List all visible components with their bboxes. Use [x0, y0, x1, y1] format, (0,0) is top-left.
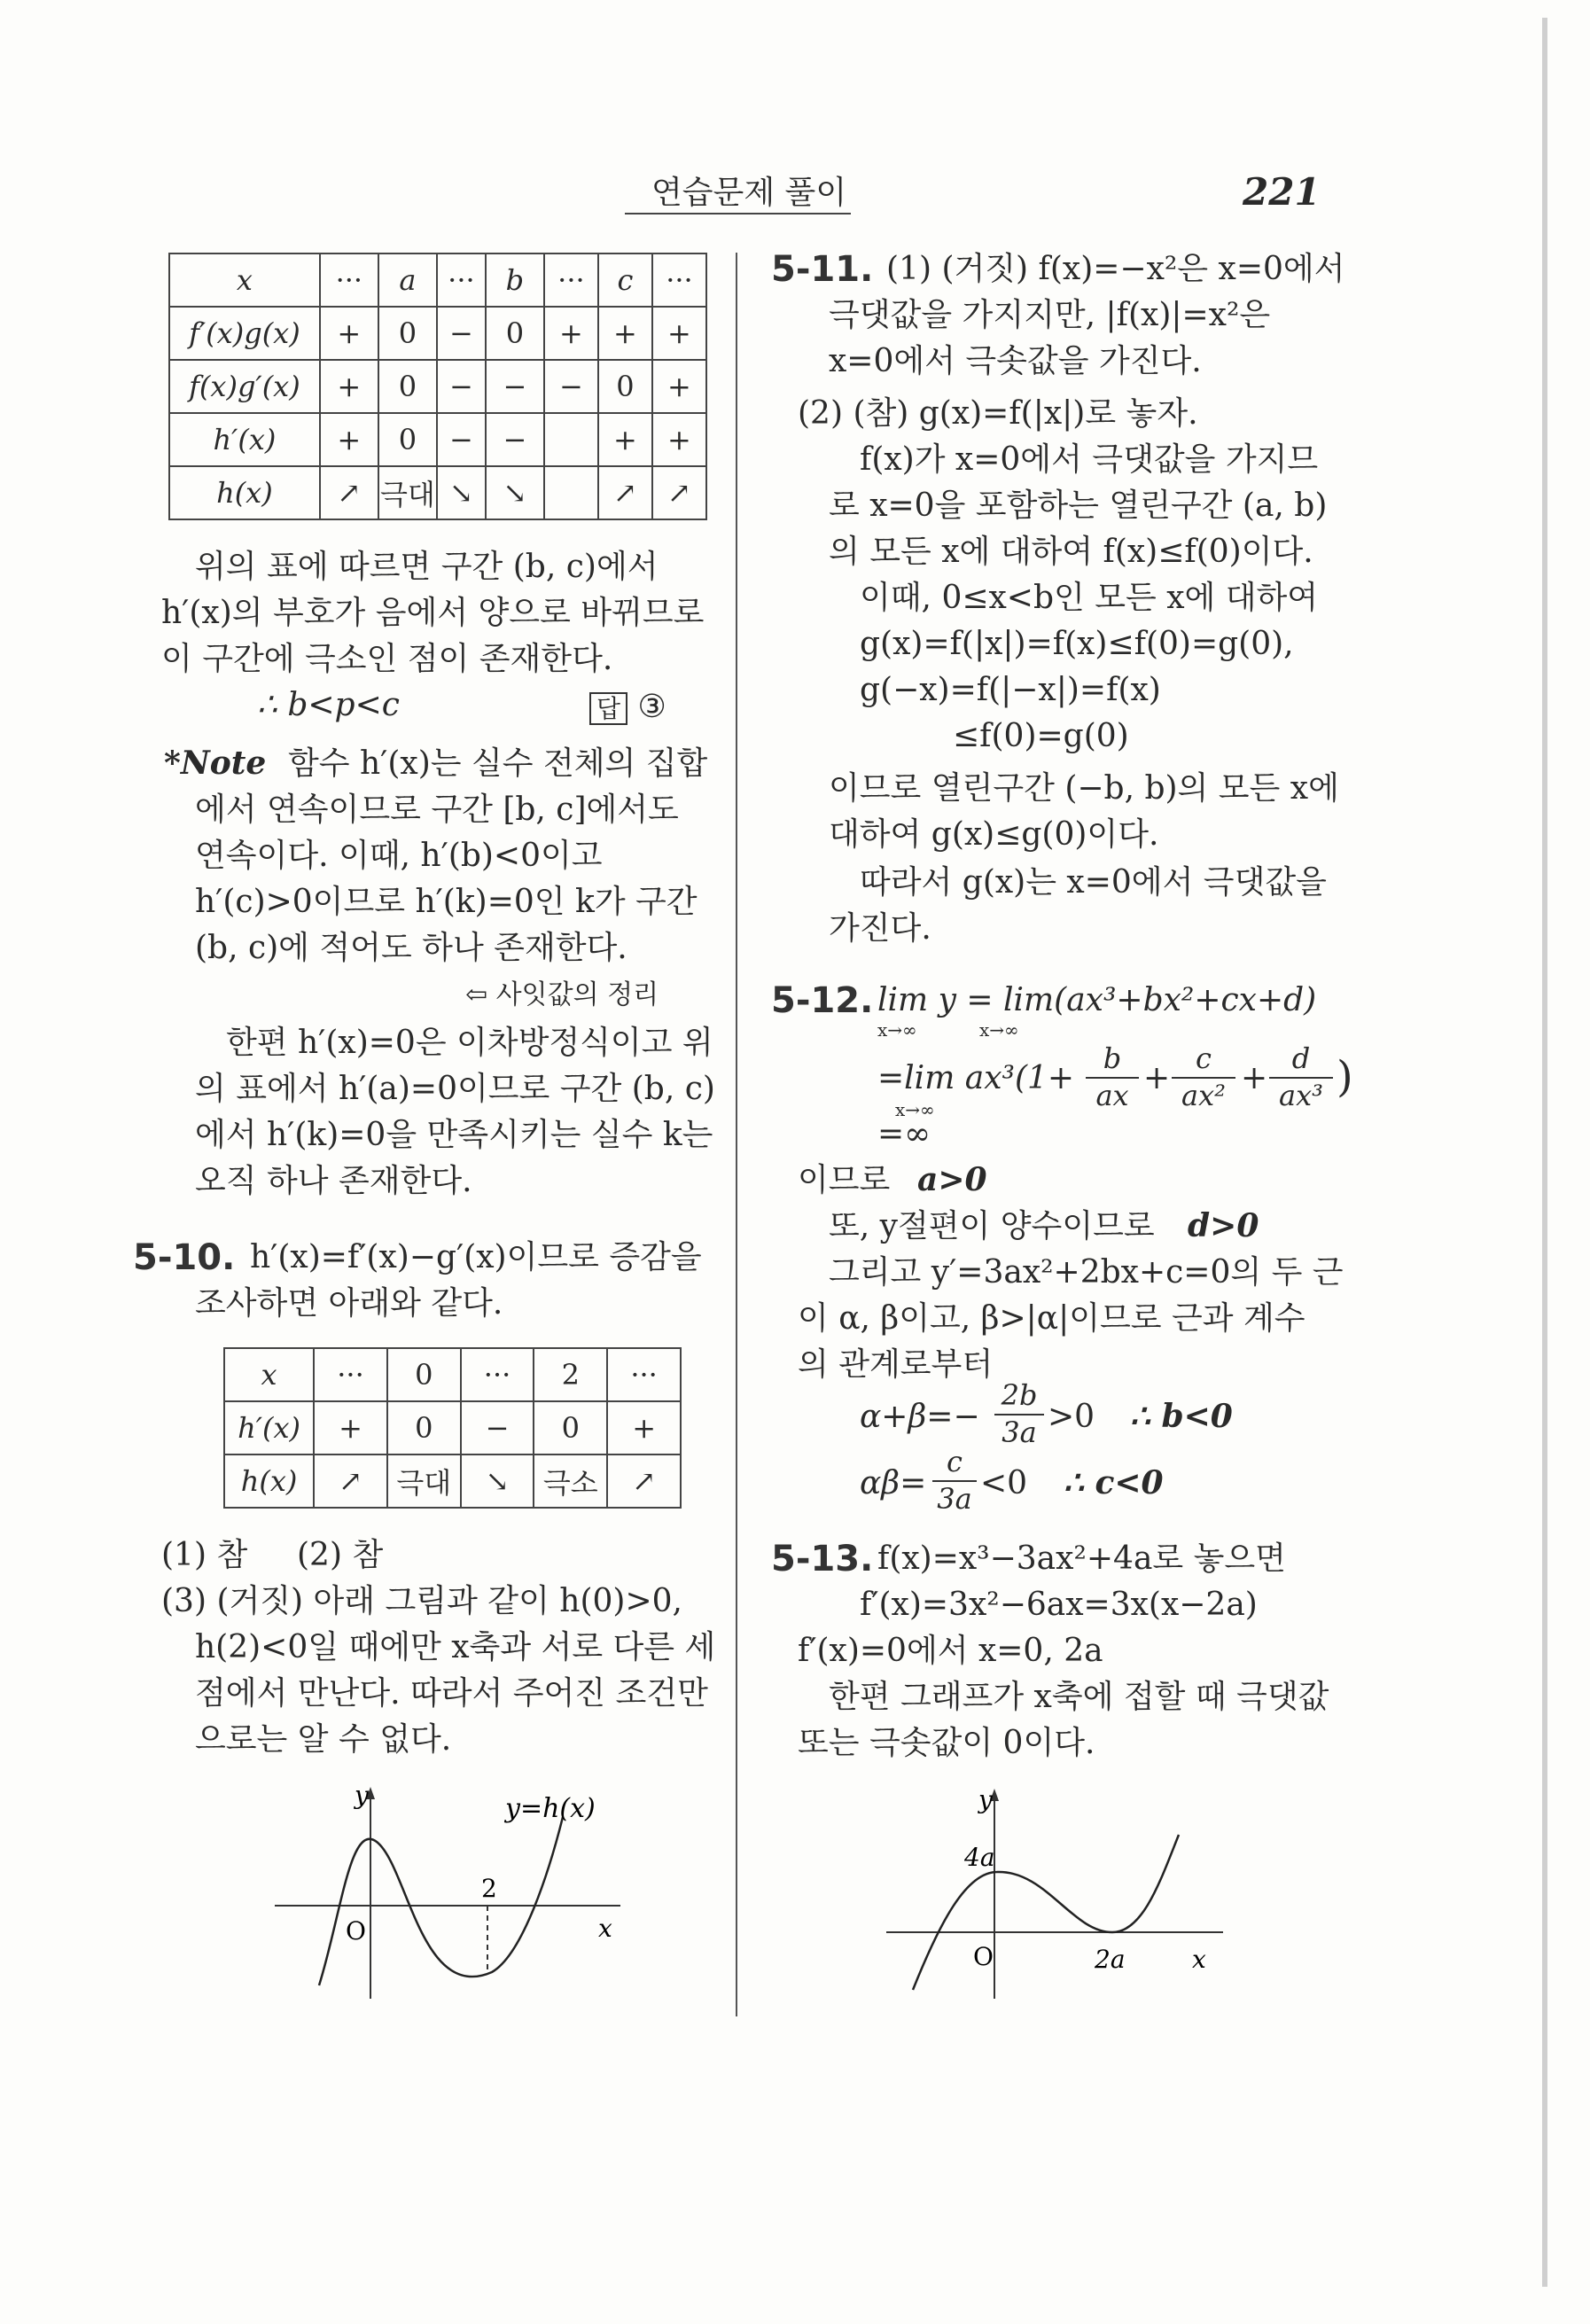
table1-cell: +: [652, 360, 706, 413]
middle-line-1: 한편 h′(x)=0은 이차방정식이고 위: [226, 1025, 713, 1061]
curve-h: [319, 1817, 563, 1985]
problem-5-11-number: 5-11.: [771, 249, 874, 290]
p511-line-11: ≤f(0)=g(0): [953, 718, 1129, 754]
p512-line-4a: 이므로: [798, 1162, 891, 1198]
p511-line-7: 의 모든 x에 대하여 f(x)≤f(0)이다.: [829, 534, 1313, 570]
sum-frac-den: 3a: [1002, 1415, 1037, 1449]
p510-answer-1: (1) 참: [161, 1537, 248, 1573]
problem-5-12-number: 5-12.: [771, 980, 874, 1021]
middle-line-2: 의 표에서 h′(a)=0이므로 구간 (b, c): [195, 1071, 715, 1107]
table2-cell: ↘: [461, 1454, 534, 1508]
table1-cell: +: [598, 413, 652, 466]
table2-cell: 극대: [387, 1454, 461, 1508]
table2-row-label: h′(x): [224, 1401, 314, 1454]
p511-line-4: (2) (참) g(x)=f(|x|)로 놓자.: [798, 395, 1198, 432]
table1-cell: −: [437, 413, 486, 466]
p512-line-1: lim y = lim(ax³+bx²+cx+d): [877, 982, 1317, 1018]
table2-row-label: x: [224, 1348, 314, 1401]
left-text-1: 위의 표에 따르면 구간 (b, c)에서: [195, 549, 659, 585]
p510-answer-3: (3) (거짓) 아래 그림과 같이 h(0)>0,: [161, 1583, 682, 1619]
table2-row: [224, 1348, 681, 1401]
table2-cell: +: [314, 1401, 387, 1454]
table2-cell: 0: [387, 1348, 461, 1401]
p512-line-8: 의 관계로부터: [798, 1346, 994, 1383]
table1-cell: [544, 466, 598, 519]
sign-table-2: [223, 1347, 682, 1509]
close-paren: ): [1337, 1052, 1353, 1102]
table1-row-label: f(x)g′(x): [169, 360, 320, 413]
table1-cell: −: [437, 307, 486, 360]
table2-row: [224, 1401, 681, 1454]
x-label: x: [598, 1914, 612, 1943]
p511-line-6: 로 x=0을 포함하는 열린구간 (a, b): [829, 487, 1328, 524]
p513-line-1: f(x)=x³−3ax²+4a로 놓으면: [877, 1540, 1286, 1577]
problem-5-13-number: 5-13.: [771, 1539, 874, 1579]
expansion-lead: =lim ax³(1+: [877, 1060, 1075, 1096]
frac2-den: ax²: [1181, 1079, 1226, 1112]
graph-h: [266, 1782, 638, 2003]
table1-row: [169, 307, 706, 360]
answer-box: 답: [589, 692, 627, 725]
p512-line-3: =∞: [877, 1116, 931, 1152]
p510-answer-4: h(2)<0일 때에만 x축과 서로 다른 세: [195, 1629, 716, 1665]
p513-line-3: f′(x)=0에서 x=0, 2a: [798, 1633, 1103, 1669]
table2-cell: 극소: [534, 1454, 607, 1508]
p510-answer-5: 점에서 만난다. 따라서 주어진 조건만: [195, 1675, 708, 1712]
p510-line-1: h′(x)=f′(x)−g′(x)이므로 증감을: [250, 1239, 702, 1275]
p511-line-15: 가진다.: [829, 910, 931, 947]
table2-cell: ···: [607, 1348, 681, 1401]
table1-cell: +: [320, 307, 378, 360]
answer-value: ③: [637, 689, 666, 725]
page-edge-shadow: [1542, 18, 1547, 2287]
p510-answer-6: 으로는 알 수 없다.: [195, 1721, 452, 1758]
table1-cell: ···: [544, 253, 598, 307]
title-underline: [625, 213, 851, 214]
p511-line-9: g(x)=f(|x|)=f(x)≤f(0)=g(0),: [860, 626, 1294, 662]
table1-cell: +: [598, 307, 652, 360]
x-tick-2a: 2a: [1095, 1945, 1126, 1974]
table1-cell: ↗: [652, 466, 706, 519]
table2-cell: ···: [461, 1348, 534, 1401]
table2-cell: −: [461, 1401, 534, 1454]
table2-cell: +: [607, 1401, 681, 1454]
p511-line-3: x=0에서 극솟값을 가진다.: [829, 343, 1202, 379]
lim-sub-2: x→∞: [979, 1019, 1019, 1041]
p512-line-5a: 또, y절편이 양수이므로: [829, 1208, 1155, 1244]
note-label: *Note: [164, 745, 267, 782]
y-tick-4a: 4a: [964, 1843, 995, 1872]
frac1-den: ax: [1095, 1079, 1129, 1112]
frac1-num: b: [1103, 1041, 1122, 1075]
note-line-1: 함수 h′(x)는 실수 전체의 집합: [288, 745, 708, 782]
p513-line-2: f′(x)=3x²−6ax=3x(x−2a): [860, 1587, 1258, 1623]
table1-row-label: h′(x): [169, 413, 320, 466]
p510-line-2: 조사하면 아래와 같다.: [195, 1285, 503, 1322]
problem-5-10-number: 5-10.: [133, 1237, 236, 1278]
lim-sub-1: x→∞: [877, 1019, 917, 1041]
table2-cell: ↗: [607, 1454, 681, 1508]
table1-cell: 0: [378, 307, 437, 360]
y-label: y: [978, 1785, 993, 1814]
table2-cell: ···: [314, 1348, 387, 1401]
table1-row: [169, 253, 706, 307]
table1-cell: +: [320, 360, 378, 413]
table1-cell: b: [486, 253, 544, 307]
table1-cell: −: [437, 360, 486, 413]
prod-lead: αβ=: [860, 1465, 927, 1501]
plus-2: +: [1241, 1060, 1268, 1096]
answer-mark: [589, 688, 666, 726]
sum-conclusion: ∴ b<0: [1130, 1398, 1233, 1435]
p511-line-8: 이때, 0≤x<b인 모든 x에 대하여: [860, 580, 1319, 616]
note-line-2: 에서 연속이므로 구간 [b, c]에서도: [195, 792, 679, 828]
p512-line-4b: a>0: [917, 1161, 987, 1198]
conclusion: ∴ b<p<c: [257, 687, 400, 723]
p510-answer-2: (2) 참: [297, 1537, 384, 1573]
note-reference: ⇦ 사잇값의 정리: [465, 979, 659, 1010]
table2-row: [224, 1454, 681, 1508]
p511-line-12: 이므로 열린구간 (−b, b)의 모든 x에: [829, 770, 1339, 807]
tick-2: 2: [481, 1874, 497, 1903]
table1-cell: +: [652, 307, 706, 360]
p512-sum-relation: [860, 1378, 1303, 1449]
left-text-2: h′(x)의 부호가 음에서 양으로 바뀌므로: [161, 595, 705, 631]
left-text-3: 이 구간에 극소인 점이 존재한다.: [161, 641, 613, 677]
middle-line-4: 오직 하나 존재한다.: [195, 1163, 472, 1199]
frac2-num: c: [1196, 1041, 1212, 1075]
table2-cell: 0: [387, 1401, 461, 1454]
sum-ineq: >0: [1048, 1399, 1095, 1435]
prod-ineq: <0: [980, 1465, 1028, 1501]
table2-cell: 0: [534, 1401, 607, 1454]
p512-line-7: 이 α, β이고, β>|α|이므로 근과 계수: [798, 1300, 1306, 1337]
p512-line-5b: d>0: [1188, 1207, 1259, 1244]
p511-line-2: 극댓값을 가지지만, |f(x)|=x²은: [829, 297, 1271, 333]
table1-cell: ↘: [486, 466, 544, 519]
table1-cell: −: [486, 360, 544, 413]
sum-lead: α+β=−: [860, 1399, 980, 1435]
table1-cell: ↗: [598, 466, 652, 519]
plus-1: +: [1143, 1060, 1171, 1096]
table1-cell: ···: [652, 253, 706, 307]
sum-frac-num: 2b: [1001, 1378, 1038, 1412]
table1-cell: 극대: [378, 466, 437, 519]
table1-row: [169, 413, 706, 466]
table1-cell: ···: [320, 253, 378, 307]
table1-cell: ↗: [320, 466, 378, 519]
table2-cell: 2: [534, 1348, 607, 1401]
note-line-5: (b, c)에 적어도 하나 존재한다.: [195, 930, 627, 966]
table1-row: [169, 360, 706, 413]
table1-cell: −: [486, 413, 544, 466]
table1-cell: ···: [437, 253, 486, 307]
table1-cell: −: [544, 360, 598, 413]
p512-line-6: 그리고 y′=3ax²+2bx+c=0의 두 근: [829, 1254, 1344, 1291]
table1-cell: c: [598, 253, 652, 307]
page-number: 221: [1243, 170, 1321, 214]
column-divider: [736, 253, 737, 2016]
curve-f: [913, 1835, 1179, 1990]
p511-line-5: f(x)가 x=0에서 극댓값을 가지므: [860, 441, 1319, 478]
p511-line-10: g(−x)=f(|−x|)=f(x): [860, 672, 1161, 708]
note-line-3: 연속이다. 이때, h′(b)<0이고: [195, 838, 603, 874]
table1-cell: ↘: [437, 466, 486, 519]
table1-cell: +: [320, 413, 378, 466]
curve-label: y=h(x): [505, 1793, 596, 1824]
prod-frac-num: c: [947, 1445, 963, 1478]
p511-line-13: 대하여 g(x)≤g(0)이다.: [829, 816, 1159, 853]
table2-row-label: h(x): [224, 1454, 314, 1508]
table1-cell: 0: [378, 360, 437, 413]
table1-cell: 0: [598, 360, 652, 413]
sign-table-1: [168, 253, 707, 520]
p513-line-4: 한편 그래프가 x축에 접할 때 극댓값: [829, 1679, 1329, 1715]
origin-label: O: [346, 1916, 366, 1946]
table1-row-label: x: [169, 253, 320, 307]
p513-line-5: 또는 극솟값이 0이다.: [798, 1725, 1095, 1761]
p511-line-1: (1) (거짓) f(x)=−x²은 x=0에서: [886, 251, 1345, 287]
table1-cell: a: [378, 253, 437, 307]
table1-cell: 0: [378, 413, 437, 466]
section-title: 연습문제 풀이: [651, 175, 847, 211]
table1-row-label: f′(x)g(x): [169, 307, 320, 360]
prod-conclusion: ∴ c<0: [1064, 1464, 1164, 1501]
p511-line-14: 따라서 g(x)는 x=0에서 극댓값을: [860, 864, 1327, 901]
table2-cell: ↗: [314, 1454, 387, 1508]
x-label: x: [1192, 1945, 1206, 1974]
table1-cell: +: [652, 413, 706, 466]
frac3-num: d: [1291, 1041, 1311, 1075]
graph-f: [877, 1782, 1232, 2003]
middle-line-3: 에서 h′(k)=0을 만족시키는 실수 k는: [195, 1117, 713, 1153]
origin-label: O: [973, 1942, 994, 1971]
prod-frac-den: 3a: [937, 1482, 972, 1516]
p512-product-relation: [860, 1445, 1303, 1516]
table1-row: [169, 466, 706, 519]
frac3-den: ax³: [1279, 1079, 1323, 1112]
lim-sub-3: x→∞: [895, 1099, 935, 1120]
table1-row-label: h(x): [169, 466, 320, 519]
table1-cell: +: [544, 307, 598, 360]
y-label: y: [355, 1782, 369, 1810]
table1-cell: 0: [486, 307, 544, 360]
note-line-4: h′(c)>0이므로 h′(k)=0인 k가 구간: [195, 884, 698, 920]
table1-cell: [544, 413, 598, 466]
